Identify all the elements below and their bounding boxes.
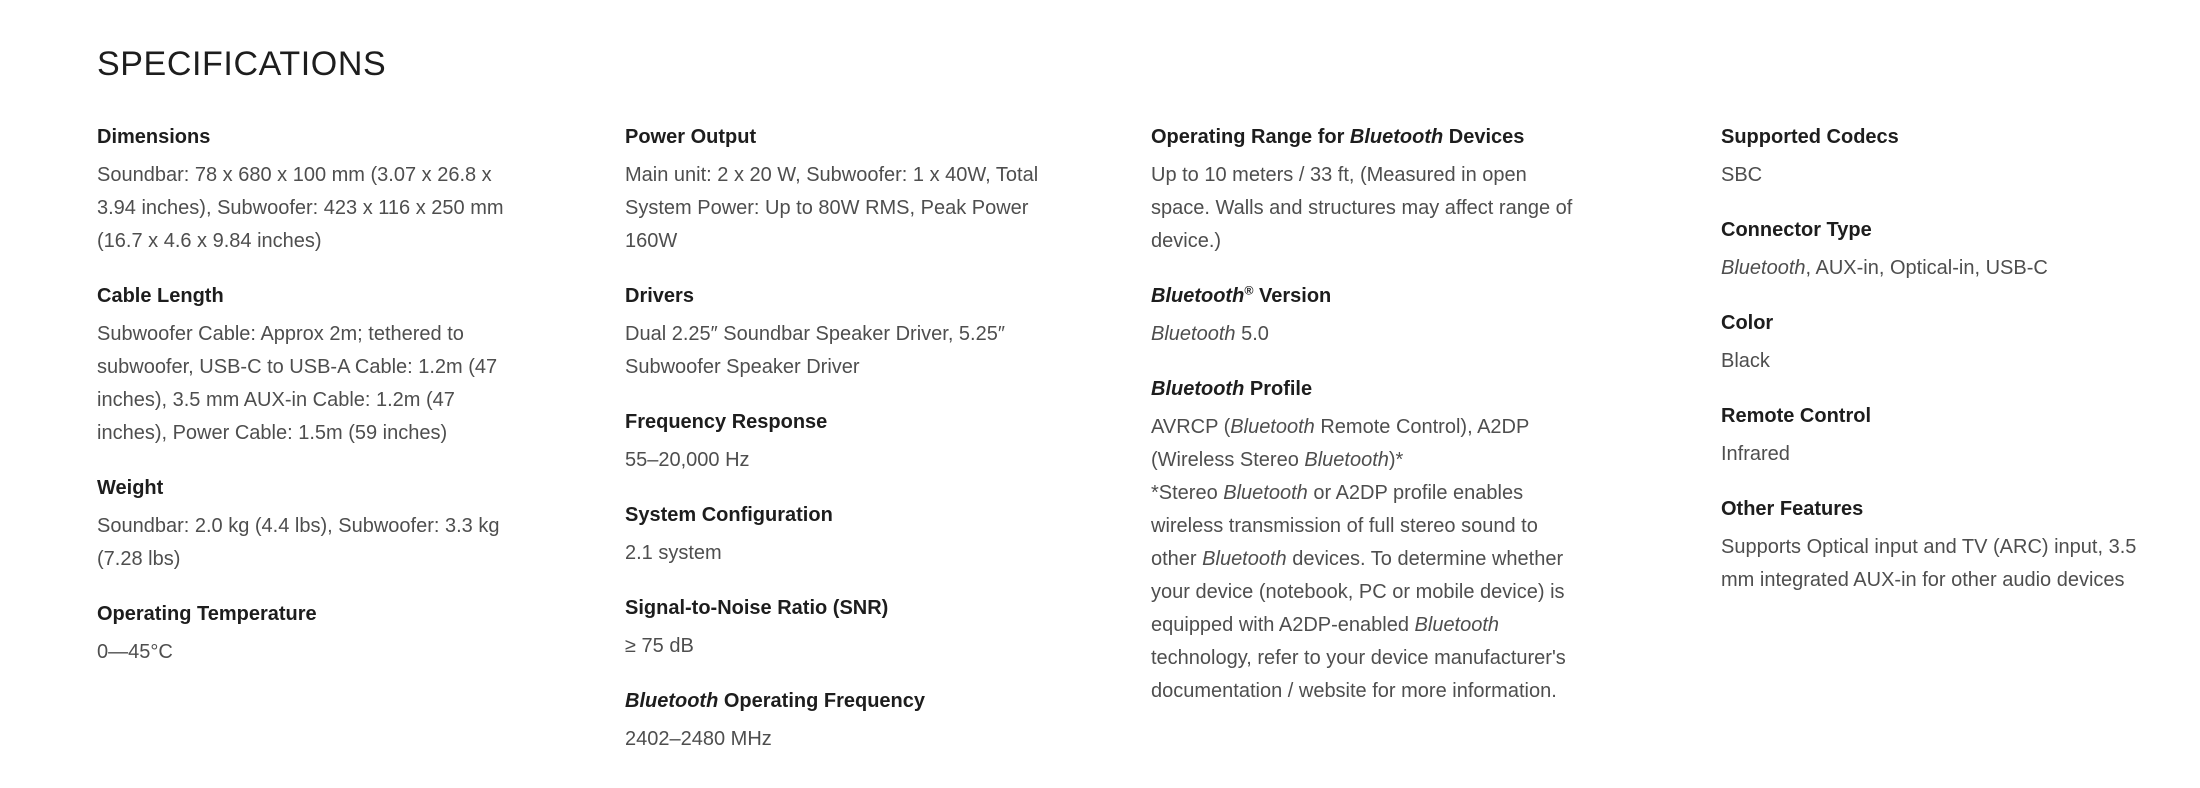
spec-heading — [625, 121, 1049, 154]
text-run: Bluetooth — [625, 690, 719, 712]
text-run: Remote Control), A2DP (Wireless Stereo — [1151, 416, 1529, 471]
text-run: technology, refer to your device manufacturer's documentation / website for more information. — [1151, 647, 1566, 702]
spec-heading — [1151, 373, 1575, 406]
spec-section — [97, 121, 521, 258]
text-run: AVRCP ( — [1151, 416, 1231, 438]
spec-section — [1151, 121, 1575, 258]
text-run: Operating Frequency — [718, 690, 926, 712]
text-run: 2.1 system — [625, 542, 722, 564]
text-run: System Configuration — [625, 504, 833, 526]
spec-heading — [625, 499, 1049, 532]
text-run: Main unit: 2 x 20 W, Subwoofer: 1 x 40W, Total System Power: Up to 80W RMS, Peak Power 160W — [625, 164, 1039, 252]
text-run: Up to 10 meters / 33 ft, (Measured in open space. Walls and structures may affect range of device.) — [1151, 164, 1573, 252]
text-run: Bluetooth — [1721, 257, 1806, 279]
text-run: Subwoofer Cable: Approx 2m; tethered to subwoofer, USB-C to USB-A Cable: 1.2m (47 inches), 3.5 mm AUX-in Cable: 1.2m (47 inches), Power Cable: 1.5m (59 inches) — [97, 323, 498, 444]
page-title: SPECIFICATIONS — [97, 45, 387, 83]
spec-section — [1721, 214, 2161, 285]
spec-value — [97, 636, 521, 669]
text-run: Weight — [97, 477, 164, 499]
spec-value — [625, 444, 1049, 477]
spec-section — [1721, 121, 2161, 192]
text-run: Soundbar: 78 x 680 x 100 mm (3.07 x 26.8 x 3.94 inches), Subwoofer: 423 x 116 x 250 mm (16.7 x 4.6 x 9.84 inches) — [97, 164, 504, 252]
text-run: Cable Length — [97, 285, 224, 307]
text-run: Bluetooth — [1230, 416, 1315, 438]
spec-value — [1721, 438, 2161, 471]
text-run: Black — [1721, 350, 1770, 372]
spec-section — [625, 406, 1049, 477]
text-run: Dimensions — [97, 126, 211, 148]
spec-value — [97, 159, 521, 258]
text-run: , AUX-in, Optical-in, USB-C — [1805, 257, 2048, 279]
spec-section — [97, 472, 521, 576]
text-run: Supports Optical input and TV (ARC) input, 3.5 mm integrated AUX-in for other audio devices — [1721, 536, 2137, 591]
spec-heading — [625, 592, 1049, 625]
text-run: 0—45°C — [97, 641, 173, 663]
text-run: Bluetooth — [1202, 548, 1287, 570]
text-run: Drivers — [625, 285, 694, 307]
spec-heading — [1721, 493, 2161, 526]
text-run: Bluetooth — [1151, 285, 1245, 307]
text-run: Signal-to-Noise Ratio (SNR) — [625, 597, 889, 619]
spec-heading — [1721, 214, 2161, 247]
spec-heading — [625, 280, 1049, 313]
spec-section — [625, 499, 1049, 570]
spec-heading — [97, 280, 521, 313]
text-run: Bluetooth — [1151, 323, 1236, 345]
spec-value — [1151, 411, 1575, 708]
spec-section — [1721, 493, 2161, 597]
text-run: Connector Type — [1721, 219, 1872, 241]
spec-heading — [1721, 400, 2161, 433]
spec-value — [625, 318, 1049, 384]
spec-value — [1721, 345, 2161, 378]
spec-value — [1721, 531, 2161, 597]
spec-column-1 — [97, 121, 521, 691]
spec-section — [1151, 373, 1575, 708]
spec-columns — [97, 121, 2200, 778]
text-run: Supported Codecs — [1721, 126, 1899, 148]
text-run: Bluetooth — [1349, 126, 1444, 148]
text-run: Soundbar: 2.0 kg (4.4 lbs), Subwoofer: 3.3 kg (7.28 lbs) — [97, 515, 500, 570]
spec-column-2 — [625, 121, 1049, 778]
spec-value — [97, 510, 521, 576]
spec-section — [1721, 307, 2161, 378]
spec-value — [625, 159, 1049, 258]
spec-heading — [97, 472, 521, 505]
text-run: Power Output — [625, 126, 757, 148]
text-run: 55–20,000 Hz — [625, 449, 750, 471]
spec-value — [625, 723, 1049, 756]
text-run: Infrared — [1721, 443, 1790, 465]
spec-column-4 — [1721, 121, 2161, 619]
spec-section — [97, 598, 521, 669]
text-run: Dual 2.25″ Soundbar Speaker Driver, 5.25″ Subwoofer Speaker Driver — [625, 323, 1005, 378]
spec-heading — [1151, 280, 1575, 313]
text-run: *Stereo — [1151, 482, 1224, 504]
text-run: or A2DP profile enables wireless transmission of full stereo sound to other — [1151, 482, 1538, 570]
text-run: Devices — [1443, 126, 1525, 148]
text-run: Other Features — [1721, 498, 1864, 520]
spec-value — [625, 630, 1049, 663]
spec-value — [625, 537, 1049, 570]
text-run: Bluetooth — [1414, 614, 1500, 636]
spec-heading — [97, 598, 521, 631]
text-run: Remote Control — [1721, 405, 1871, 427]
text-run: Bluetooth — [1223, 482, 1308, 504]
text-run: devices. To determine whether your device (notebook, PC or mobile device) is equipped with A2DP-enabled — [1151, 548, 1565, 636]
spec-section — [1721, 400, 2161, 471]
spec-value — [1151, 159, 1575, 258]
text-run: 5.0 — [1235, 323, 1269, 345]
spec-heading — [1721, 121, 2161, 154]
text-run: SBC — [1721, 164, 1763, 186]
text-run: Color — [1721, 312, 1774, 334]
spec-heading — [1721, 307, 2161, 340]
text-run: )* — [1388, 449, 1404, 471]
spec-value — [1721, 252, 2161, 285]
spec-heading — [1151, 121, 1575, 154]
text-run: Operating Temperature — [97, 603, 317, 625]
text-run: Operating Range for — [1151, 126, 1350, 148]
spec-value — [97, 318, 521, 450]
spec-section — [625, 280, 1049, 384]
spec-section — [625, 685, 1049, 756]
text-run: 2402–2480 MHz — [625, 728, 772, 750]
spec-value — [1721, 159, 2161, 192]
text-run: Profile — [1244, 378, 1313, 400]
spec-column-3 — [1151, 121, 1575, 730]
text-run: ≥ 75 dB — [625, 635, 694, 657]
text-run: Frequency Response — [625, 411, 828, 433]
text-run: Version — [1253, 285, 1332, 307]
spec-heading — [97, 121, 521, 154]
text-run: Bluetooth — [1304, 449, 1389, 471]
spec-section — [625, 121, 1049, 258]
spec-section — [1151, 280, 1575, 351]
spec-value — [1151, 318, 1575, 351]
text-run: Bluetooth — [1151, 378, 1245, 400]
spec-heading — [625, 685, 1049, 718]
spec-heading — [625, 406, 1049, 439]
spec-section — [97, 280, 521, 450]
text-run: ® — [1244, 283, 1254, 298]
spec-section — [625, 592, 1049, 663]
